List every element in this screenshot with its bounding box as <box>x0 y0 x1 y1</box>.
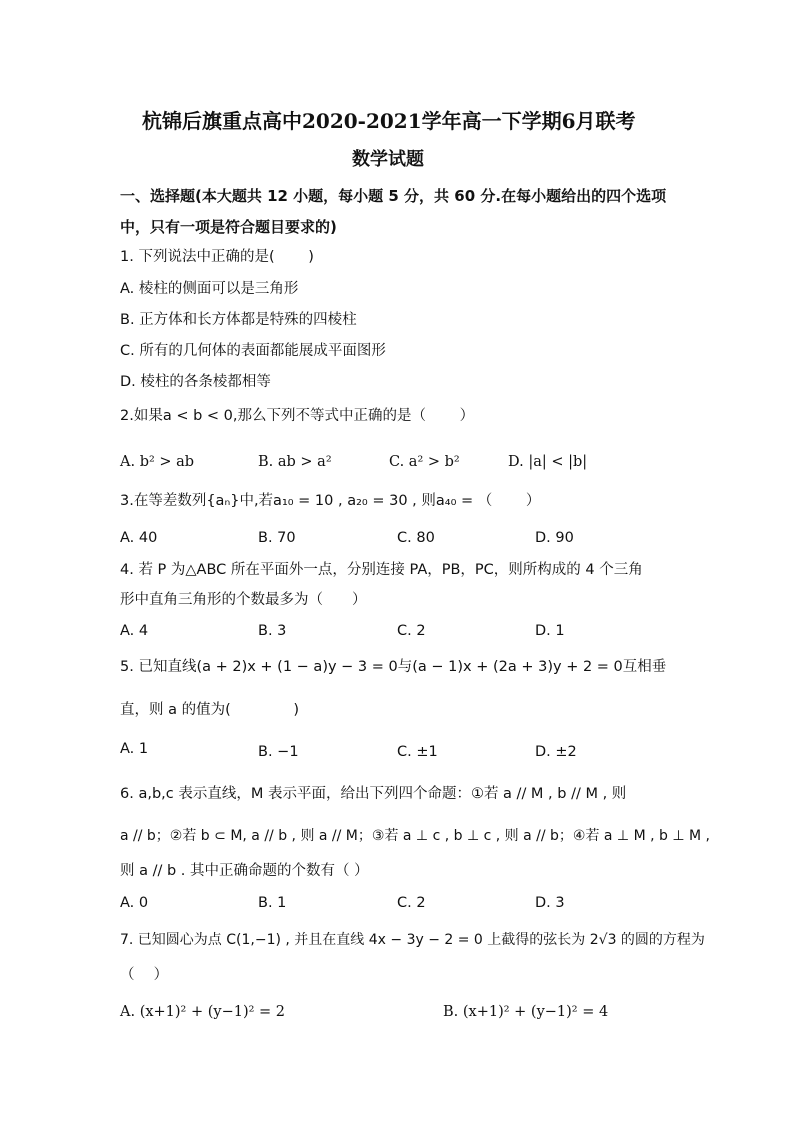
q1-option-d: D. 棱柱的各条棱都相等 <box>120 374 271 390</box>
q6-stem-line3: 则 a // b . 其中正确命题的个数有（ ） <box>120 863 369 879</box>
q3-option-b: B. 70 <box>258 530 296 546</box>
exam-subtitle: 数学试题 <box>352 149 424 170</box>
q7-option-a: A. (x+1)² + (y−1)² = 2 <box>120 1004 286 1020</box>
q6-option-a: A. 0 <box>120 895 149 911</box>
q3-option-d: D. 90 <box>535 530 574 546</box>
q7-stem-line1: 7. 已知圆心为点 C(1,−1) , 并且在直线 4x − 3y − 2 = 0 上截得的弦长为 2√3 的圆的方程为 <box>120 932 705 948</box>
q5-option-a: A. 1 <box>120 741 149 757</box>
q6-stem-line1: 6. a,b,c 表示直线，M 表示平面，给出下列四个命题：①若 a // M , b // M , 则 <box>120 786 627 802</box>
q5-stem-line1: 5. 已知直线(a + 2)x + (1 − a)y − 3 = 0与(a − 1)x + (2a + 3)y + 2 = 0互相垂 <box>120 659 667 675</box>
q1-option-a: A. 棱柱的侧面可以是三角形 <box>120 281 299 297</box>
q5-stem-line2: 直，则 a 的值为( ) <box>120 702 300 718</box>
q3-option-a: A. 40 <box>120 530 158 546</box>
q1-stem: 1. 下列说法中正确的是( ) <box>120 249 314 265</box>
q4-option-a: A. 4 <box>120 623 149 639</box>
q5-option-c: C. ±1 <box>397 744 438 760</box>
q4-option-c: C. 2 <box>397 623 426 639</box>
q2-option-c: C. a² > b² <box>389 454 460 470</box>
q1-option-b: B. 正方体和长方体都是特殊的四棱柱 <box>120 312 357 328</box>
q7-option-b: B. (x+1)² + (y−1)² = 4 <box>443 1004 609 1020</box>
q3-option-c: C. 80 <box>397 530 435 546</box>
q4-option-d: D. 1 <box>535 623 565 639</box>
q2-option-d: D. |a| < |b| <box>508 454 588 470</box>
q4-stem-line1: 4. 若 P 为△ABC 所在平面外一点，分别连接 PA，PB，PC，则所构成的 4 个三角 <box>120 562 643 578</box>
q6-option-b: B. 1 <box>258 895 287 911</box>
q6-option-d: D. 3 <box>535 895 565 911</box>
q7-stem-line2: （ ） <box>120 967 169 983</box>
q2-option-b: B. ab > a² <box>258 454 332 470</box>
q2-option-a: A. b² > ab <box>120 454 195 470</box>
exam-title: 杭锦后旗重点高中2020-2021学年高一下学期6月联考 <box>142 109 636 133</box>
q6-option-c: C. 2 <box>397 895 426 911</box>
q4-option-b: B. 3 <box>258 623 287 639</box>
q3-stem: 3.在等差数列{aₙ}中,若a₁₀ = 10 , a₂₀ = 30 , 则a₄₀ = （ ） <box>120 493 541 509</box>
q6-stem-line2: a // b；②若 b ⊂ M, a // b , 则 a // M；③若 a ⊥ c , b ⊥ c , 则 a // b；④若 a ⊥ M , b ⊥ M , <box>120 828 710 844</box>
section-heading-line2: 中，只有一项是符合题目要求的) <box>120 218 337 236</box>
q5-option-b: B. −1 <box>258 744 299 760</box>
q5-option-d: D. ±2 <box>535 744 577 760</box>
q1-option-c: C. 所有的几何体的表面都能展成平面图形 <box>120 343 386 359</box>
q4-stem-line2: 形中直角三角形的个数最多为（ ） <box>120 592 367 608</box>
section-heading-line1: 一、选择题(本大题共 12 小题，每小题 5 分，共 60 分.在每小题给出的四个选项 <box>120 187 667 205</box>
q2-stem: 2.如果a < b < 0,那么下列不等式中正确的是（ ） <box>120 408 475 424</box>
